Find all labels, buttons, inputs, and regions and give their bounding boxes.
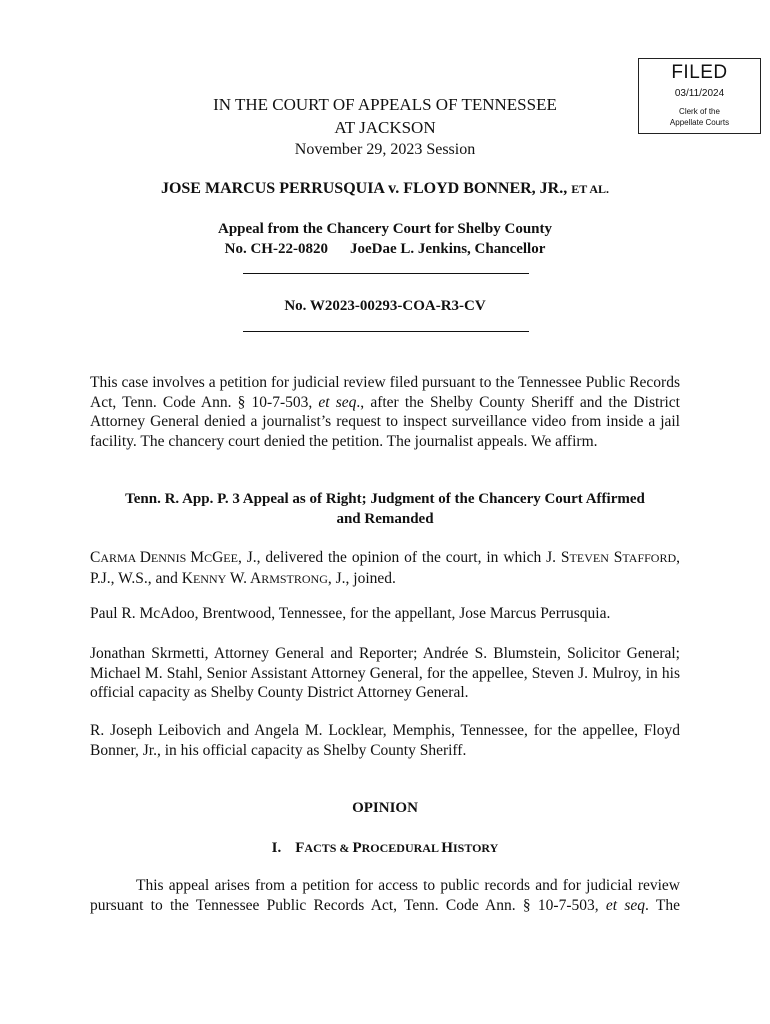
body-text-1: This appeal arises from a petition for access to public records and for judicial review pursuant to the Tennessee Public Records Act, Tenn. Code Ann. § 10-7-503, bbox=[90, 877, 680, 914]
divider-bottom bbox=[243, 331, 529, 332]
j-s2: S bbox=[613, 549, 623, 566]
trial-case-info bbox=[0, 239, 770, 259]
sec-h: H bbox=[441, 840, 453, 856]
j-g: G bbox=[212, 549, 224, 566]
stamp-date: 03/11/2024 bbox=[674, 88, 725, 99]
j-teven: TEVEN bbox=[569, 551, 609, 565]
j-ennis: ENNIS bbox=[150, 551, 191, 565]
sec-p: P bbox=[352, 840, 362, 856]
appeal-from: Appeal from the Chancery Court for Shelby County bbox=[217, 221, 553, 237]
sec-acts: ACTS & bbox=[304, 841, 353, 855]
session-date: November 29, 2023 Session bbox=[294, 141, 476, 158]
j-s: S bbox=[560, 549, 570, 566]
holding bbox=[90, 489, 680, 529]
opinion-body bbox=[90, 876, 680, 915]
j-text-1: , J., delivered the opinion of the court, in which J. bbox=[237, 549, 561, 566]
opinion-heading: OPINION bbox=[352, 800, 418, 816]
divider-top bbox=[243, 273, 529, 274]
summary-et-seq: et seq bbox=[318, 393, 357, 411]
j-rmstrong: RMSTRONG bbox=[261, 571, 328, 586]
counsel-attorney-general: Jonathan Skrmetti, Attorney General and Reporter; Andrée S. Blumstein, Solicitor General; Michael M. Stahl, Senior Assistant Attorney General, for the appellee, Steven J. Mulroy, in his official capacity as Shelby County District Attorney General. bbox=[90, 645, 680, 701]
summary-text-1: This case involves a petition for judicial review filed pursuant to the Tennessee Public Records Act, Tenn. Code Ann. § 10-7-503, bbox=[90, 374, 680, 411]
j-c2: C bbox=[204, 551, 213, 565]
j-k: K bbox=[181, 569, 193, 587]
section-heading bbox=[0, 838, 770, 858]
sec-rocedural: ROCEDURAL bbox=[361, 841, 442, 855]
holding-line-2: and Remanded bbox=[336, 511, 434, 527]
sec-f: F bbox=[295, 840, 305, 856]
holding-line-1: Tenn. R. App. P. 3 Appeal as of Right; Judgment of the Chancery Court Affirmed bbox=[125, 491, 645, 507]
j-text-4: , J., joined. bbox=[327, 569, 396, 587]
stamp-clerk: Clerk of the bbox=[679, 107, 720, 116]
stamp-appellate-courts: Appellate Courts bbox=[669, 118, 730, 127]
j-ee: EE bbox=[223, 551, 238, 565]
trial-judge: JoeDae L. Jenkins, Chancellor bbox=[349, 241, 546, 257]
j-tafford: TAFFORD bbox=[622, 551, 677, 565]
trial-case-number: No. CH-22-0820 bbox=[224, 241, 328, 257]
j-m: M bbox=[190, 549, 205, 566]
court-location: AT JACKSON bbox=[334, 118, 436, 137]
body-et-seq: et seq bbox=[605, 896, 646, 914]
body-text-2: . The bbox=[645, 896, 680, 914]
stamp-filed-label: FILED bbox=[671, 62, 728, 83]
j-c: C bbox=[90, 549, 101, 566]
j-text-2: , P.J., W.S., and bbox=[90, 549, 680, 587]
case-summary bbox=[90, 373, 680, 451]
caption-parties: JOSE MARCUS PERRUSQUIA v. FLOYD BONNER, JR., bbox=[160, 180, 568, 197]
j-enny: ENNY bbox=[192, 571, 227, 586]
counsel-sheriff: R. Joseph Leibovich and Angela M. Locklear, Memphis, Tennessee, for the appellee, Floyd Bonner, Jr., in his official capacity as Shelby County Sheriff. bbox=[90, 722, 680, 759]
case-caption bbox=[0, 178, 770, 200]
summary-text-2: ., after the Shelby County Sheriff and the District Attorney General denied a journalist’s request to inspect surveillance video from inside a jail facility. The chancery court denied the petition. The journalist appeals. We affirm. bbox=[90, 393, 680, 450]
docket-number: No. W2023-00293-COA-R3-CV bbox=[284, 298, 486, 314]
j-d: D bbox=[139, 549, 151, 566]
j-text-3: W. bbox=[226, 569, 250, 587]
j-arma: ARMA bbox=[100, 551, 140, 565]
judges-paragraph bbox=[90, 548, 680, 589]
court-name: IN THE COURT OF APPEALS OF TENNESSEE bbox=[213, 95, 557, 114]
counsel-appellant: Paul R. McAdoo, Brentwood, Tennessee, for the appellant, Jose Marcus Perrusquia. bbox=[90, 605, 611, 622]
sec-istory: ISTORY bbox=[452, 841, 499, 855]
section-number: I. bbox=[271, 840, 282, 856]
caption-et-al: ET AL. bbox=[571, 182, 610, 196]
j-a: A bbox=[249, 569, 262, 587]
